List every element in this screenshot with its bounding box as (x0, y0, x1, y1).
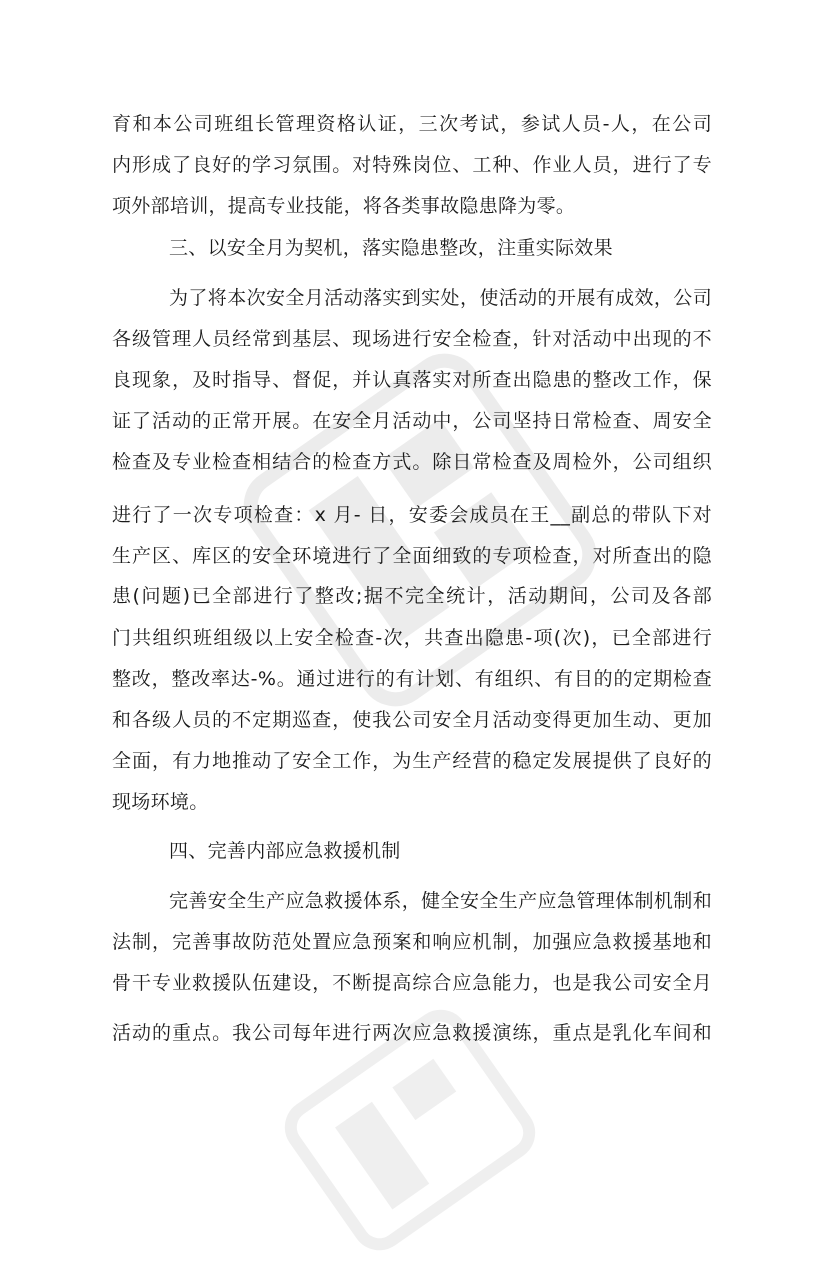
paragraph-line: 全面，有力地推动了安全工作，为生产经营的稳定发展提供了良好的 (112, 750, 712, 772)
section-heading-3: 三、以安全月为契机，落实隐患整改，注重实际效果 (169, 237, 613, 259)
paragraph-line: 整改，整改率达-%。通过进行的有计划、有组织、有目的的定期检查 (112, 668, 712, 690)
paragraph-line: 法制，完善事故防范处置应急预案和响应机制，加强应急救援基地和 (112, 931, 712, 953)
paragraph-line: 现场环境。 (112, 791, 209, 813)
paragraph-line: 骨干专业救援队伍建设，不断提高综合应急能力，也是我公司安全月 (112, 972, 712, 994)
paragraph-line: 患(问题)已全部进行了整改;据不完全统计，活动期间，公司及各部 (112, 585, 712, 607)
paragraph-line: 生产区、库区的安全环境进行了全面细致的专项检查，对所查出的隐 (112, 545, 712, 567)
paragraph-line: 证了活动的正常开展。在安全月活动中，公司坚持日常检查、周安全 (112, 410, 712, 432)
paragraph-line: 各级管理人员经常到基层、现场进行安全检查，针对活动中出现的不 (112, 328, 712, 350)
paragraph-line: 完善安全生产应急救援体系，健全安全生产应急管理体制机制和 (169, 890, 712, 912)
paragraph-line: 活动的重点。我公司每年进行两次应急救援演练，重点是乳化车间和 (112, 1022, 712, 1044)
paragraph-line: 内形成了良好的学习氛围。对特殊岗位、工种、作业人员，进行了专 (112, 154, 712, 176)
paragraph-line: 良现象，及时指导、督促，并认真落实对所查出隐患的整改工作，保 (112, 369, 712, 391)
paragraph-line: 检查及专业检查相结合的检查方式。除日常检查及周检外，公司组织 (112, 451, 712, 473)
paragraph-line: 和各级人员的不定期巡查，使我公司安全月活动变得更加生动、更加 (112, 709, 712, 731)
paragraph-line: 门共组织班组级以上安全检查-次，共查出隐患-项(次)，已全部进行 (112, 627, 712, 649)
paragraph-line: 进行了一次专项检查：x 月- 日，安委会成员在王__副总的带队下对 (112, 504, 712, 526)
paragraph-line: 为了将本次安全月活动落实到实处，使活动的开展有成效，公司 (169, 287, 712, 309)
section-heading-4: 四、完善内部应急救援机制 (169, 840, 401, 862)
paragraph-line: 育和本公司班组长管理资格认证，三次考试，参试人员-人，在公司 (112, 113, 712, 135)
paragraph-line: 项外部培训，提高专业技能，将各类事故隐患降为零。 (112, 195, 576, 217)
